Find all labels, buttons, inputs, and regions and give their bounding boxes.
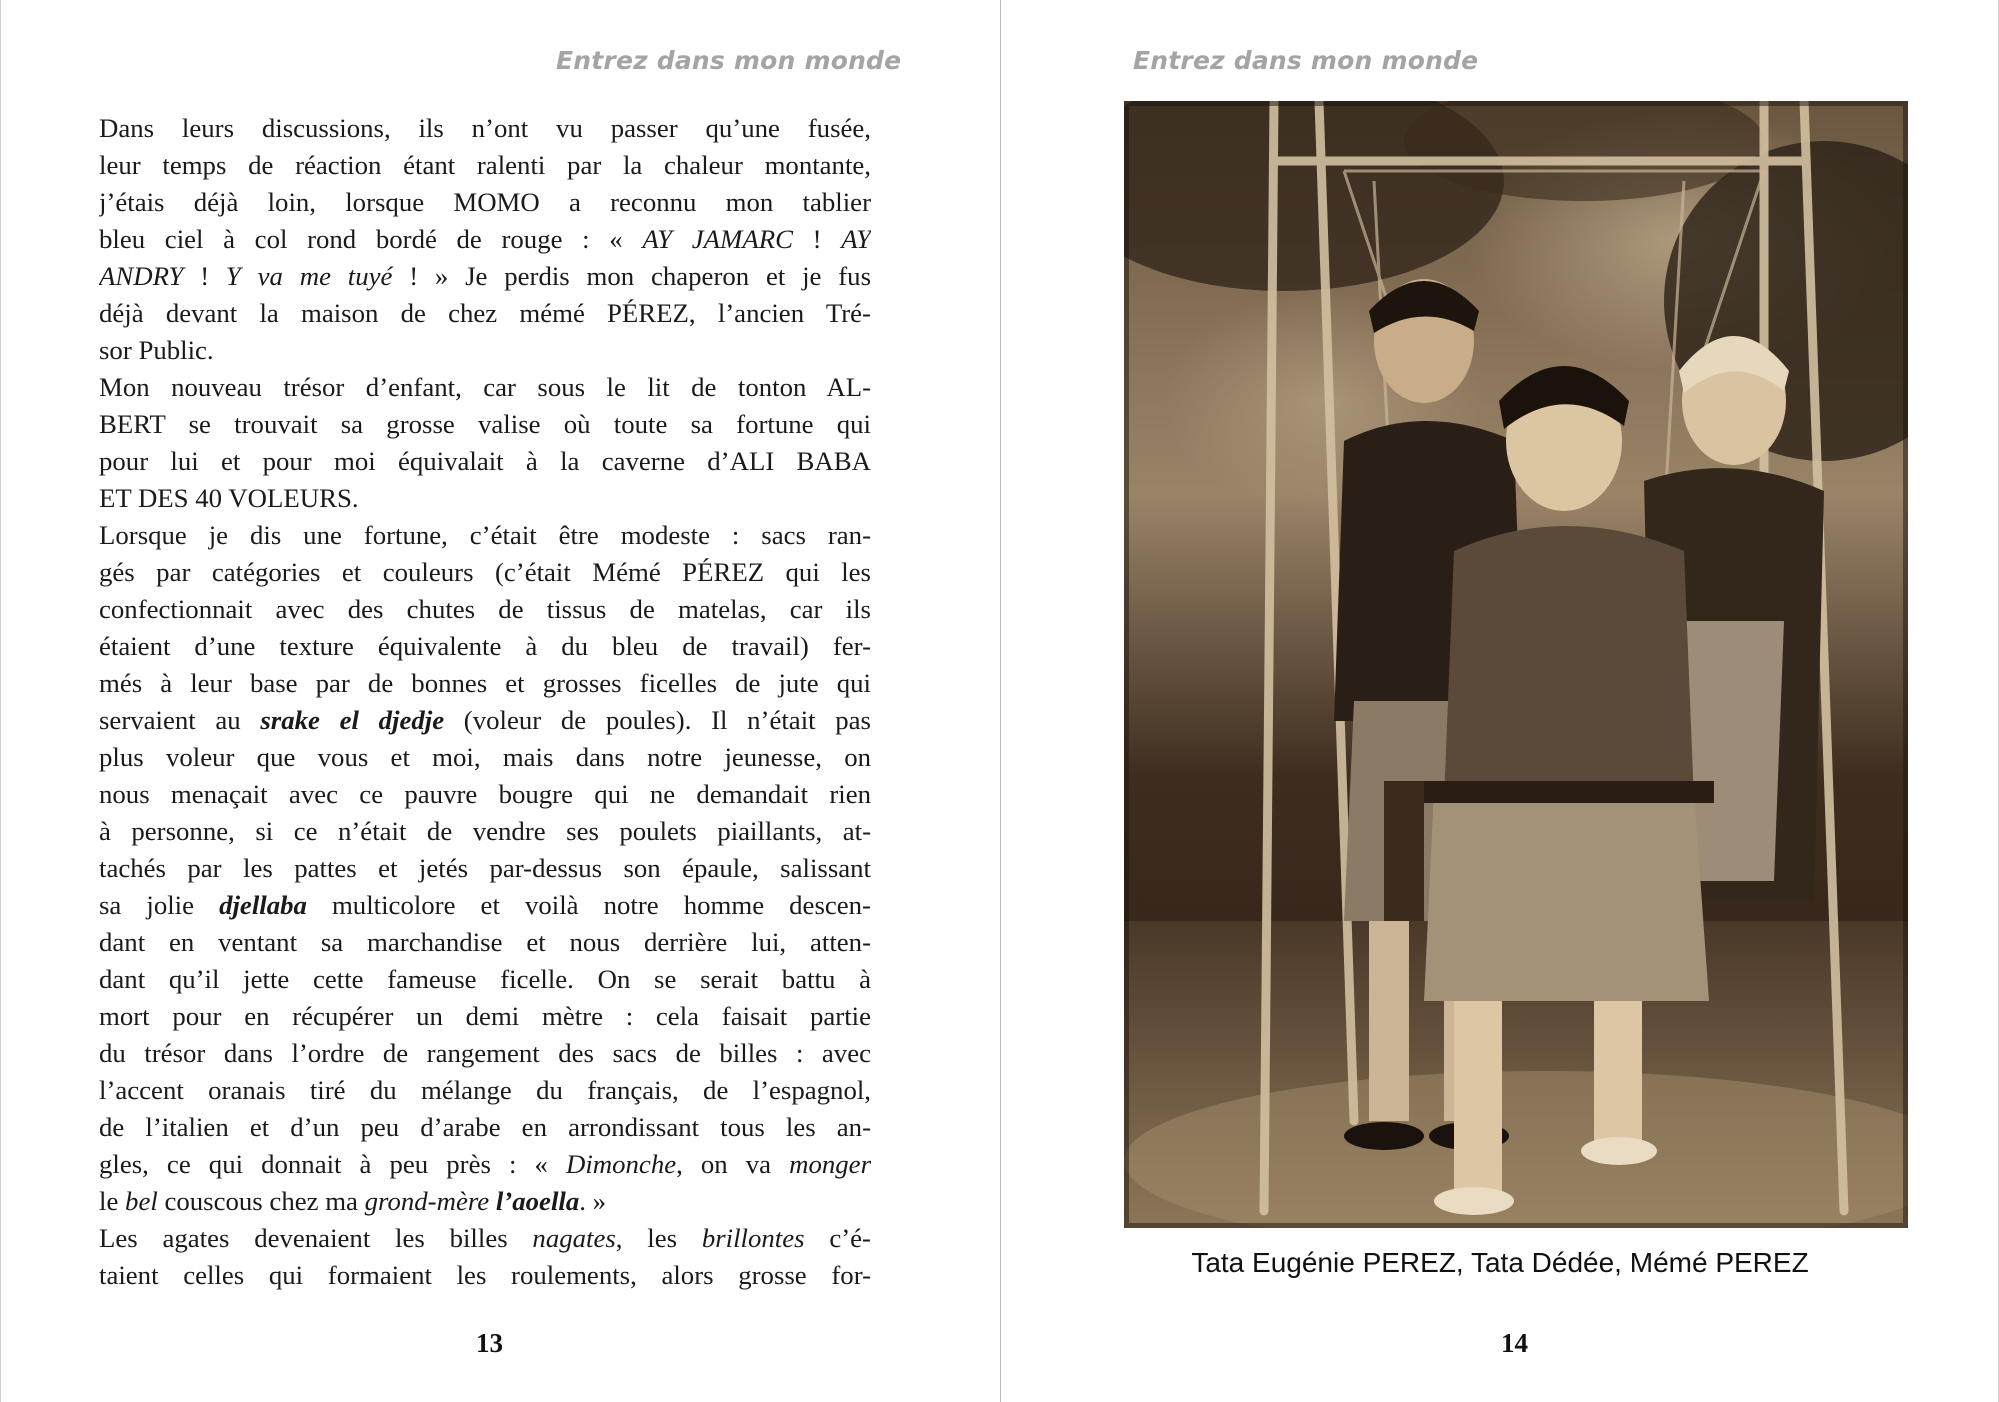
- text-line: [99, 887, 871, 924]
- italic-text: Y va me tuyé: [225, 261, 393, 291]
- text-run: , on va: [676, 1149, 790, 1179]
- text-line: [99, 1220, 871, 1257]
- text-run: mort pour en récupérer un demi mètre : cela faisait partie: [99, 1001, 871, 1031]
- page-number: 13: [476, 1328, 503, 1358]
- italic-text: monger: [789, 1149, 871, 1179]
- text-run: dant qu’il jette cette fameuse ficelle. On se serait battu à: [99, 964, 871, 994]
- text-run: !: [792, 224, 842, 254]
- text-run: gés par catégories et couleurs (c’était Mémé PÉREZ qui les: [99, 557, 871, 587]
- text-run: ET DES 40 VOLEURS.: [99, 483, 359, 513]
- text-run: couscous chez ma: [157, 1186, 365, 1216]
- text-run: plus voleur que vous et moi, mais dans notre jeunesse, on: [99, 742, 871, 772]
- text-run: [489, 1186, 496, 1216]
- text-run: Lorsque je dis une fortune, c’était être modeste : sacs ran-: [99, 520, 871, 550]
- text-run: tachés par les pattes et jetés par-dessus son épaule, salissant: [99, 853, 871, 883]
- text-run: BERT se trouvait sa grosse valise où toute sa fortune qui: [99, 409, 871, 439]
- text-run: à personne, si ce n’était de vendre ses poulets piaillants, at-: [99, 816, 871, 846]
- running-head: Entrez dans mon monde: [1133, 46, 1479, 75]
- text-run: Les agates devenaient les billes: [99, 1223, 533, 1253]
- text-run: l’accent oranais tiré du mélange du français, de l’espagnol,: [99, 1075, 871, 1105]
- text-line: [99, 295, 871, 332]
- right-page: [1001, 0, 1999, 1402]
- text-line: [99, 1035, 871, 1072]
- text-run: nous menaçait avec ce pauvre bougre qui ne demandait rien: [99, 779, 871, 809]
- text-run: confectionnait avec des chutes de tissus de matelas, car ils: [99, 594, 871, 624]
- text-run: sa jolie: [99, 890, 220, 920]
- text-run: bleu ciel à col rond bordé de rouge : «: [99, 224, 643, 254]
- text-run: , les: [615, 1223, 702, 1253]
- text-run: (voleur de poules). Il n’était pas: [444, 705, 871, 735]
- text-line: [99, 406, 871, 443]
- italic-text: Dimonche: [565, 1149, 677, 1179]
- sepia-photograph: [1124, 101, 1908, 1228]
- text-line: [99, 184, 871, 221]
- italic-text: grond-mère: [364, 1186, 490, 1216]
- text-run: !: [183, 261, 226, 291]
- text-run: ! » Je perdis mon chaperon et je fus: [392, 261, 871, 291]
- text-run: Dans leurs discussions, ils n’ont vu passer qu’une fusée,: [99, 113, 871, 143]
- text-line: [99, 1183, 871, 1220]
- text-line: [99, 739, 871, 776]
- text-run: étaient d’une texture équivalente à du bleu de travail) fer-: [99, 631, 871, 661]
- text-run: servaient au: [99, 705, 261, 735]
- page-edge: [0, 0, 1, 1402]
- body-text: [99, 110, 871, 1294]
- text-line: [99, 332, 871, 369]
- text-run: j’étais déjà loin, lorsque MOMO a reconnu mon tablier: [99, 187, 871, 217]
- text-line: [99, 591, 871, 628]
- text-run: dant en ventant sa marchandise et nous derrière lui, atten-: [99, 927, 871, 957]
- text-line: [99, 147, 871, 184]
- text-run: du trésor dans l’ordre de rangement des sacs de billes : avec: [99, 1038, 871, 1068]
- text-run: le: [99, 1186, 126, 1216]
- italic-text: AY JAMARC: [642, 224, 793, 254]
- text-line: [99, 665, 871, 702]
- text-line: [99, 1146, 871, 1183]
- text-line: [99, 924, 871, 961]
- text-run: taient celles qui formaient les roulements, alors grosse for-: [99, 1260, 871, 1290]
- italic-text: AY: [841, 224, 871, 254]
- page-number: 14: [1501, 1328, 1528, 1358]
- text-line: [99, 1109, 871, 1146]
- italic-text: brillontes: [701, 1223, 805, 1253]
- running-head: Entrez dans mon monde: [556, 46, 902, 75]
- text-run: més à leur base par de bonnes et grosses ficelles de jute qui: [99, 668, 871, 698]
- text-line: [99, 702, 871, 739]
- bold-italic-text: djellaba: [219, 890, 307, 920]
- text-line: [99, 480, 871, 517]
- text-line: [99, 850, 871, 887]
- text-run: de l’italien et d’un peu d’arabe en arrondissant tous les an-: [99, 1112, 871, 1142]
- text-line: [99, 961, 871, 998]
- text-run: pour lui et pour moi équivalait à la caverne d’ALI BABA: [99, 446, 871, 476]
- text-line: [99, 443, 871, 480]
- text-run: gles, ce qui donnait à peu près : «: [99, 1149, 566, 1179]
- photo-caption: Tata Eugénie PEREZ, Tata Dédée, Mémé PEREZ: [1191, 1247, 1809, 1278]
- text-run: Mon nouveau trésor d’enfant, car sous le lit de tonton AL-: [99, 372, 871, 402]
- italic-text: ANDRY: [99, 261, 184, 291]
- text-line: [99, 813, 871, 850]
- text-line: [99, 998, 871, 1035]
- text-run: . »: [579, 1186, 607, 1216]
- text-line: [99, 369, 871, 406]
- text-line: [99, 258, 871, 295]
- bold-italic-text: l’aoella: [495, 1186, 580, 1216]
- italic-text: nagates: [532, 1223, 616, 1253]
- text-line: [99, 1072, 871, 1109]
- italic-text: bel: [125, 1186, 158, 1216]
- text-line: [99, 1257, 871, 1294]
- text-run: déjà devant la maison de chez mémé PÉREZ, l’ancien Tré-: [99, 298, 871, 328]
- text-run: sor Public.: [99, 335, 214, 365]
- text-line: [99, 221, 871, 258]
- bold-italic-text: srake el djedje: [260, 705, 445, 735]
- text-line: [99, 776, 871, 813]
- text-line: [99, 110, 871, 147]
- text-line: [99, 554, 871, 591]
- text-run: leur temps de réaction étant ralenti par la chaleur montante,: [99, 150, 871, 180]
- text-line: [99, 517, 871, 554]
- text-line: [99, 628, 871, 665]
- text-run: multicolore et voilà notre homme descen-: [306, 890, 871, 920]
- text-run: c’é-: [804, 1223, 871, 1253]
